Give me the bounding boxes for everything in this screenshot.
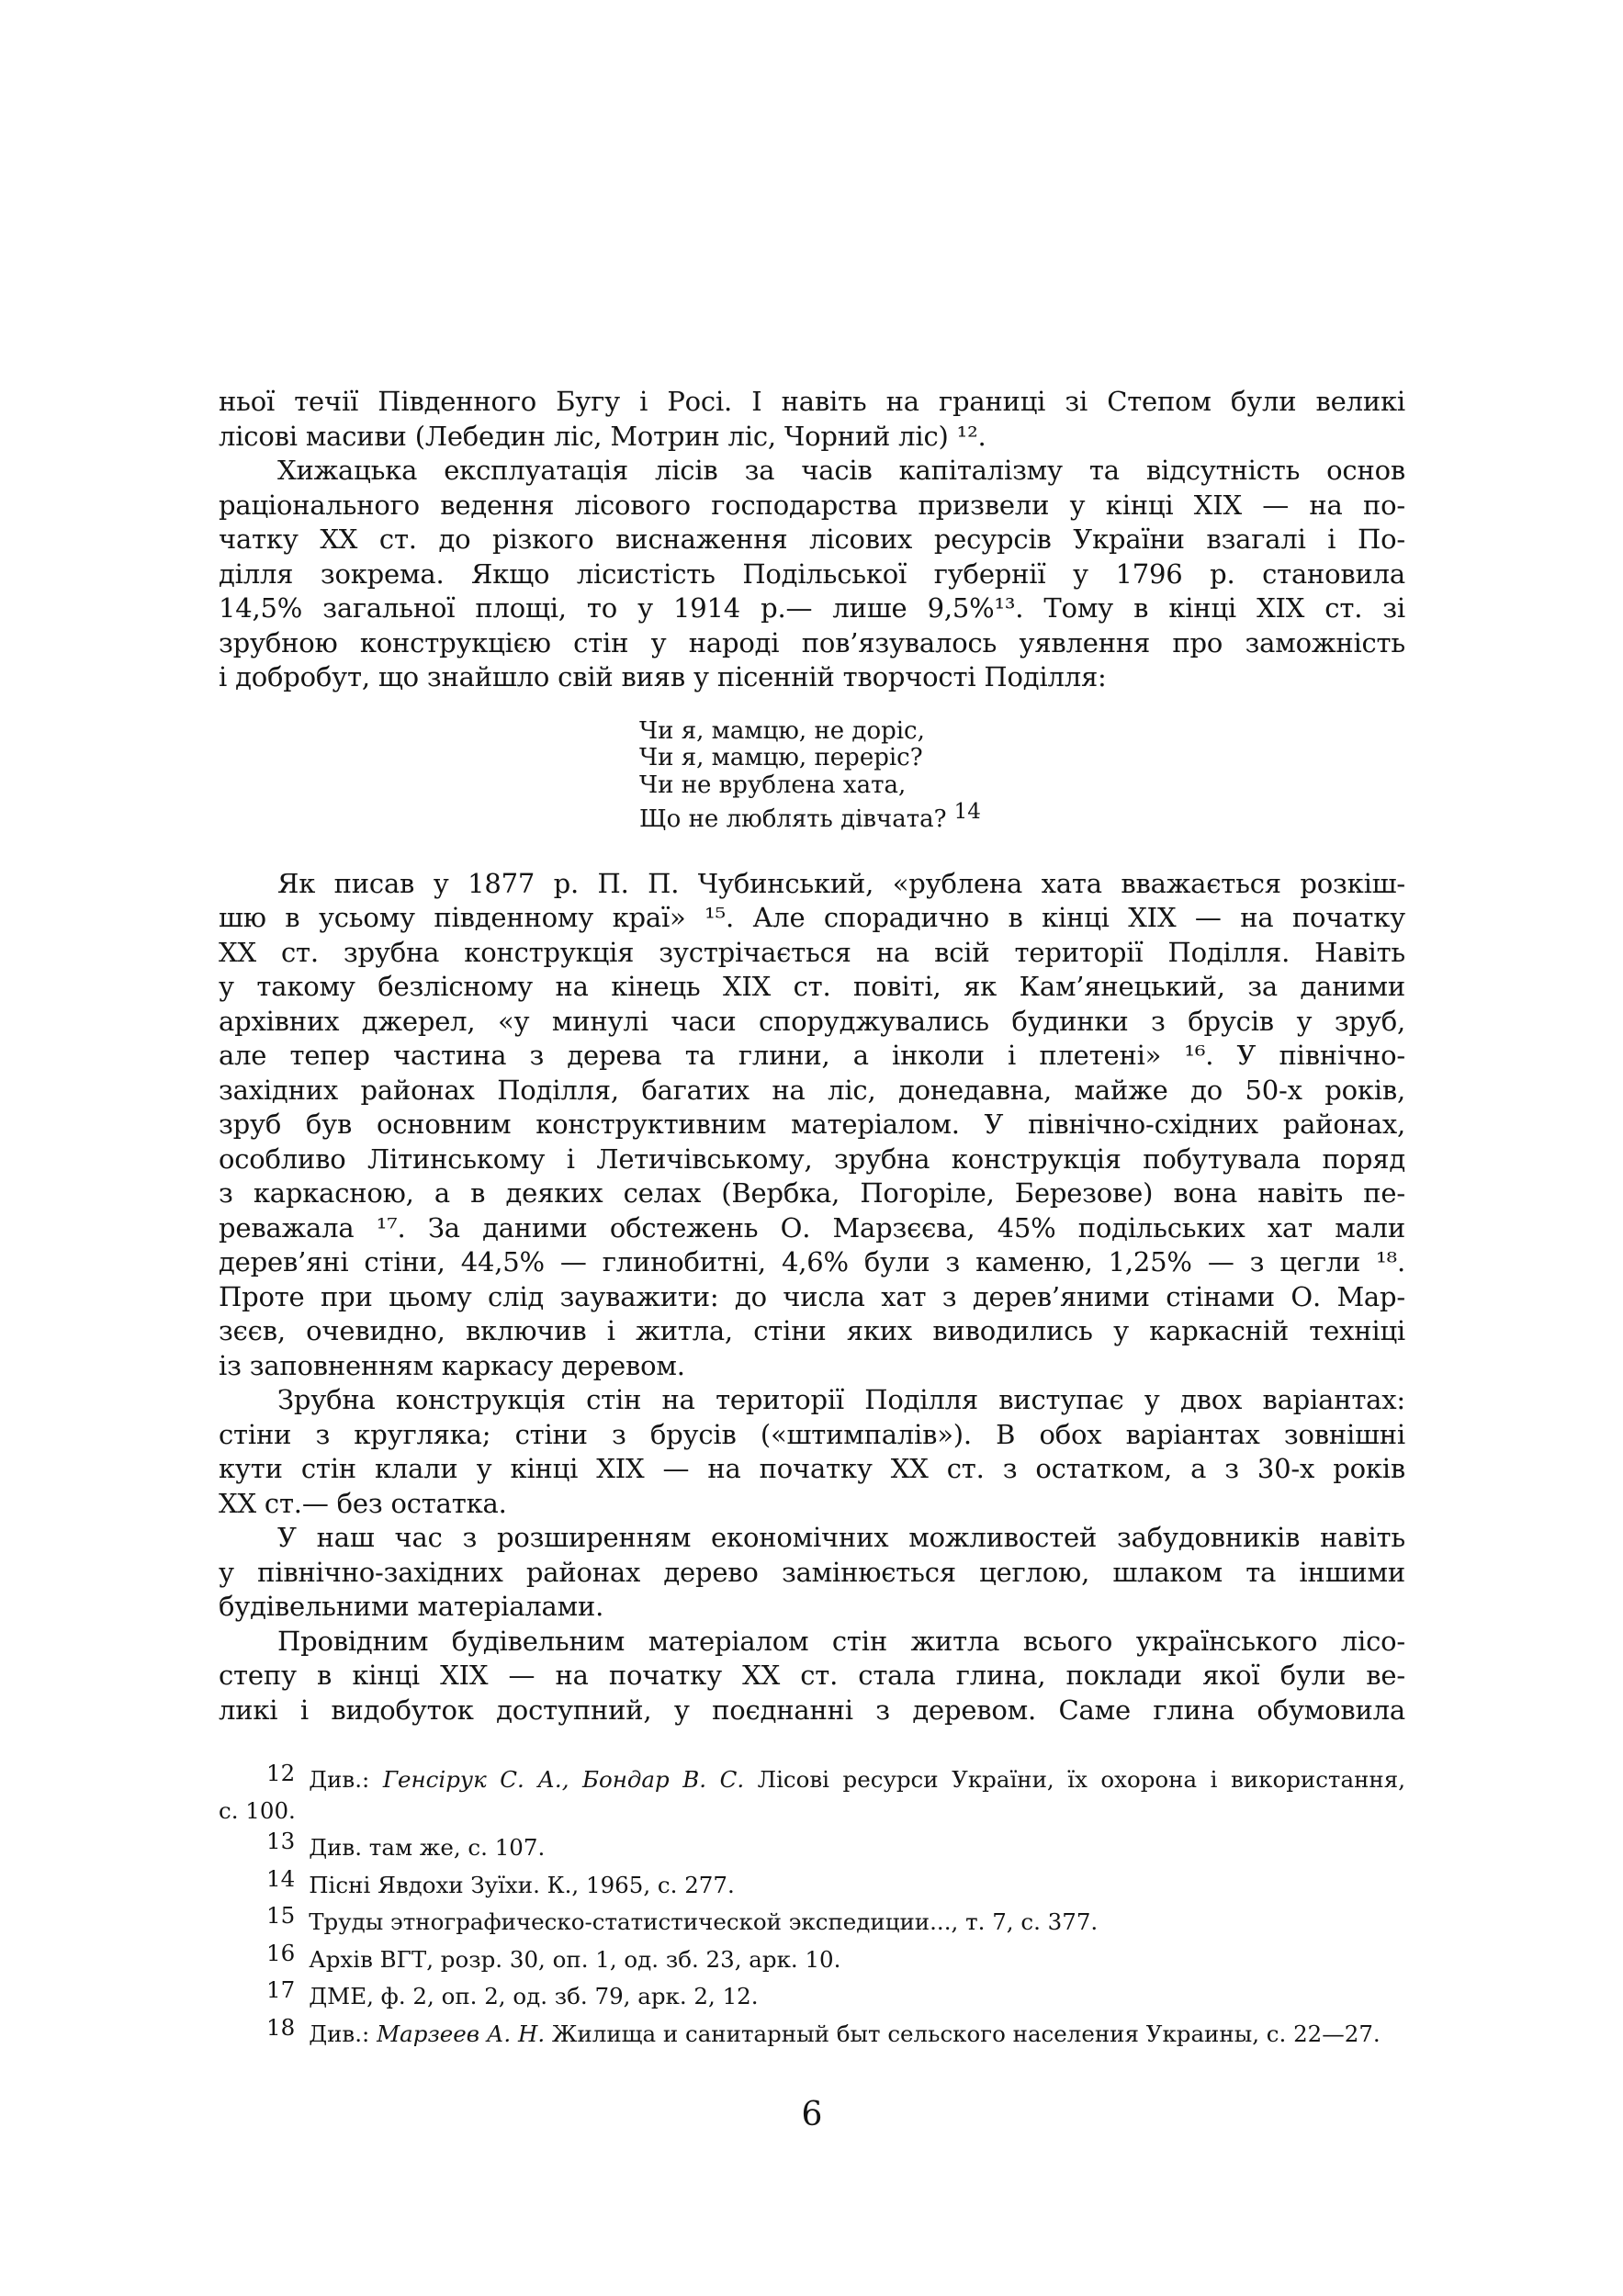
text-line: У наш час з розширенням економічних можливостей забудовників навіть	[277, 1522, 1405, 1553]
text-line: кути стін клали у кінці XIX — на початку XX ст. з остатком, а з 30-х років	[219, 1453, 1405, 1484]
verse-line: Чи я, мамцю, не доріс,	[639, 716, 925, 745]
footnote-marker: 13	[266, 1828, 296, 1854]
text-line: у такому безлісному на кінець XIX ст. повіті, як Кам’янецький, за даними	[219, 971, 1405, 1002]
text-line: Проте при цьому слід зауважити: до числа хат з дерев’яними стінами О. Мар-	[219, 1280, 1405, 1312]
paragraph	[219, 454, 1405, 695]
folk-song-quote	[639, 718, 1405, 834]
text-line: XX ст.— без остатка.	[219, 1487, 507, 1519]
verse-line-text: Що не люблять дівчата?	[639, 805, 947, 833]
footnote-text: Труды этнографическо-статистической экспедиции..., т. 7, с. 377.	[309, 1908, 1099, 1935]
footnote-marker: 15	[266, 1902, 296, 1929]
text-line: Хижацька експлуатація лісів за часів капіталізму та відсутність основ	[277, 455, 1405, 486]
text-line: чатку XX ст. до різкого виснаження лісових ресурсів України взагалі і По-	[219, 523, 1405, 555]
footnote-marker: 12	[266, 1760, 296, 1786]
footnote-line	[219, 2012, 1405, 2050]
footnote-marker: 17	[266, 1976, 296, 2003]
footnote-line	[219, 1900, 1405, 1938]
footnote-text: ДМЕ, ф. 2, оп. 2, од. зб. 79, арк. 2, 12.	[309, 1983, 759, 2009]
text-line: архівних джерел, «у минулі часи споруджувались будинки з брусів у зруб,	[219, 1005, 1405, 1037]
footnote-text: Лісові ресурси України, їх охорона і використання,	[744, 1766, 1405, 1793]
text-line: Зрубна конструкція стін на території Поділля виступає у двох варіантах:	[277, 1384, 1405, 1415]
verse-line	[639, 799, 1405, 834]
footnotes-block	[219, 1758, 1405, 2049]
text-line: ньої течії Південного Бугу і Росі. І навіть на границі зі Степом були великі	[219, 386, 1405, 417]
footnote-line	[219, 1826, 1405, 1863]
text-line: лісові масиви (Лебедин ліс, Мотрин ліс, Чорний ліс) ¹².	[219, 420, 986, 452]
footnote-marker: 18	[266, 2013, 296, 2041]
text-line: ликі і видобуток доступний, у поєднанні з деревом. Саме глина обумовила	[219, 1694, 1405, 1726]
text-line: з каркасною, а в деяких селах (Вербка, Погоріле, Березове) вона навіть пе-	[219, 1177, 1405, 1209]
footnote-text: Див.:	[309, 2020, 378, 2047]
paragraph	[219, 1383, 1405, 1521]
footnote-authors: Генсірук С. А., Бондар В. С.	[382, 1766, 745, 1793]
text-line: західних районах Поділля, багатих на ліс, донедавна, майже до 50-х років,	[219, 1074, 1405, 1106]
text-line: реважала ¹⁷. За даними обстежень О. Марзєєва, 45% подільських хат мали	[219, 1211, 1405, 1244]
text-line: зєєв, очевидно, включив і житла, стіни яких виводились у каркасній техніці	[219, 1315, 1405, 1346]
text-line: особливо Літинському і Летичівському, зрубна конструкція побутувала поряд	[219, 1142, 1405, 1175]
footnote-text: Див.:	[309, 1766, 383, 1793]
paragraph	[219, 1625, 1405, 1728]
text-line: Провідним будівельним матеріалом стін житла всього українського лісо-	[277, 1625, 1405, 1657]
text-line: стіни з кругляка; стіни з брусів («штимпалів»). В обох варіантах зовнішні	[219, 1418, 1405, 1450]
text-line: зруб був основним конструктивним матеріалом. У північно-східних районах,	[219, 1109, 1405, 1140]
verse-line: Чи не врублена хата,	[639, 771, 907, 799]
footnote-line	[219, 1975, 1405, 2012]
footnote-line	[219, 1795, 1405, 1827]
footnote-marker: 14	[266, 1864, 296, 1892]
text-line: 14,5% загальної площі, то у 1914 р.— лише 9,5%¹³. Тому в кінці XIX ст. зі	[219, 592, 1405, 624]
footnote-text: Архів ВГТ, розр. 30, оп. 1, од. зб. 23, арк. 10.	[309, 1945, 841, 1973]
footnote-text: Див. там же, с. 107.	[309, 1834, 546, 1861]
footnote-text: Пісні Явдохи Зуїхи. К., 1965, с. 277.	[309, 1871, 735, 1898]
text-line: але тепер частина з дерева та глини, а інколи і плетені» ¹⁶. У північно-	[219, 1040, 1405, 1071]
verse-line: Чи я, мамцю, переріс?	[639, 744, 923, 771]
text-line: шю в усьому південному краї» ¹⁵. Але спорадично в кінці XIX — на початку	[219, 902, 1405, 933]
page-number: 6	[801, 2096, 823, 2133]
text-line: будівельними матеріалами.	[219, 1591, 604, 1622]
footnote-text: Жилища и санитарный быт сельского населения Украины, с. 22—27.	[545, 2020, 1381, 2047]
footnote-line	[219, 1938, 1405, 1975]
footnote-marker: 16	[266, 1939, 296, 1966]
paragraph	[219, 385, 1405, 454]
text-line: у північно-західних районах дерево замінюється цеглою, шлаком та іншими	[219, 1556, 1405, 1588]
text-line: і добробут, що знайшло свій вияв у пісенній творчості Поділля:	[219, 661, 1107, 692]
footnote-authors: Марзеев А. Н.	[377, 2020, 546, 2047]
footnote-text: с. 100.	[219, 1796, 296, 1824]
text-line: ділля зокрема. Якщо лісистість Подільської губернії у 1796 р. становила	[219, 557, 1405, 590]
text-line: зрубною конструкцією стін у народі пов’язувалось уявлення про заможність	[219, 626, 1405, 658]
paragraph	[219, 867, 1405, 1384]
text-line: XX ст. зрубна конструкція зустрічається на всій території Поділля. Навіть	[219, 936, 1405, 968]
text-line: раціонального ведення лісового господарства призвели у кінці XIX — на по-	[219, 489, 1405, 521]
book-page	[219, 385, 1405, 2049]
footnote-line	[219, 1758, 1405, 1795]
text-line: Як писав у 1877 р. П. П. Чубинський, «рублена хата вважається розкіш-	[277, 867, 1405, 899]
footnote-reference: 14	[953, 800, 981, 824]
text-line: дерев’яні стіни, 44,5% — глинобитні, 4,6% були з каменю, 1,25% — з цегли ¹⁸.	[219, 1246, 1405, 1277]
paragraph	[219, 1521, 1405, 1625]
footnote-line	[219, 1863, 1405, 1901]
text-line: із заповненням каркасу деревом.	[219, 1349, 685, 1381]
text-line: степу в кінці XIX — на початку XX ст. стала глина, поклади якої були ве-	[219, 1660, 1405, 1691]
